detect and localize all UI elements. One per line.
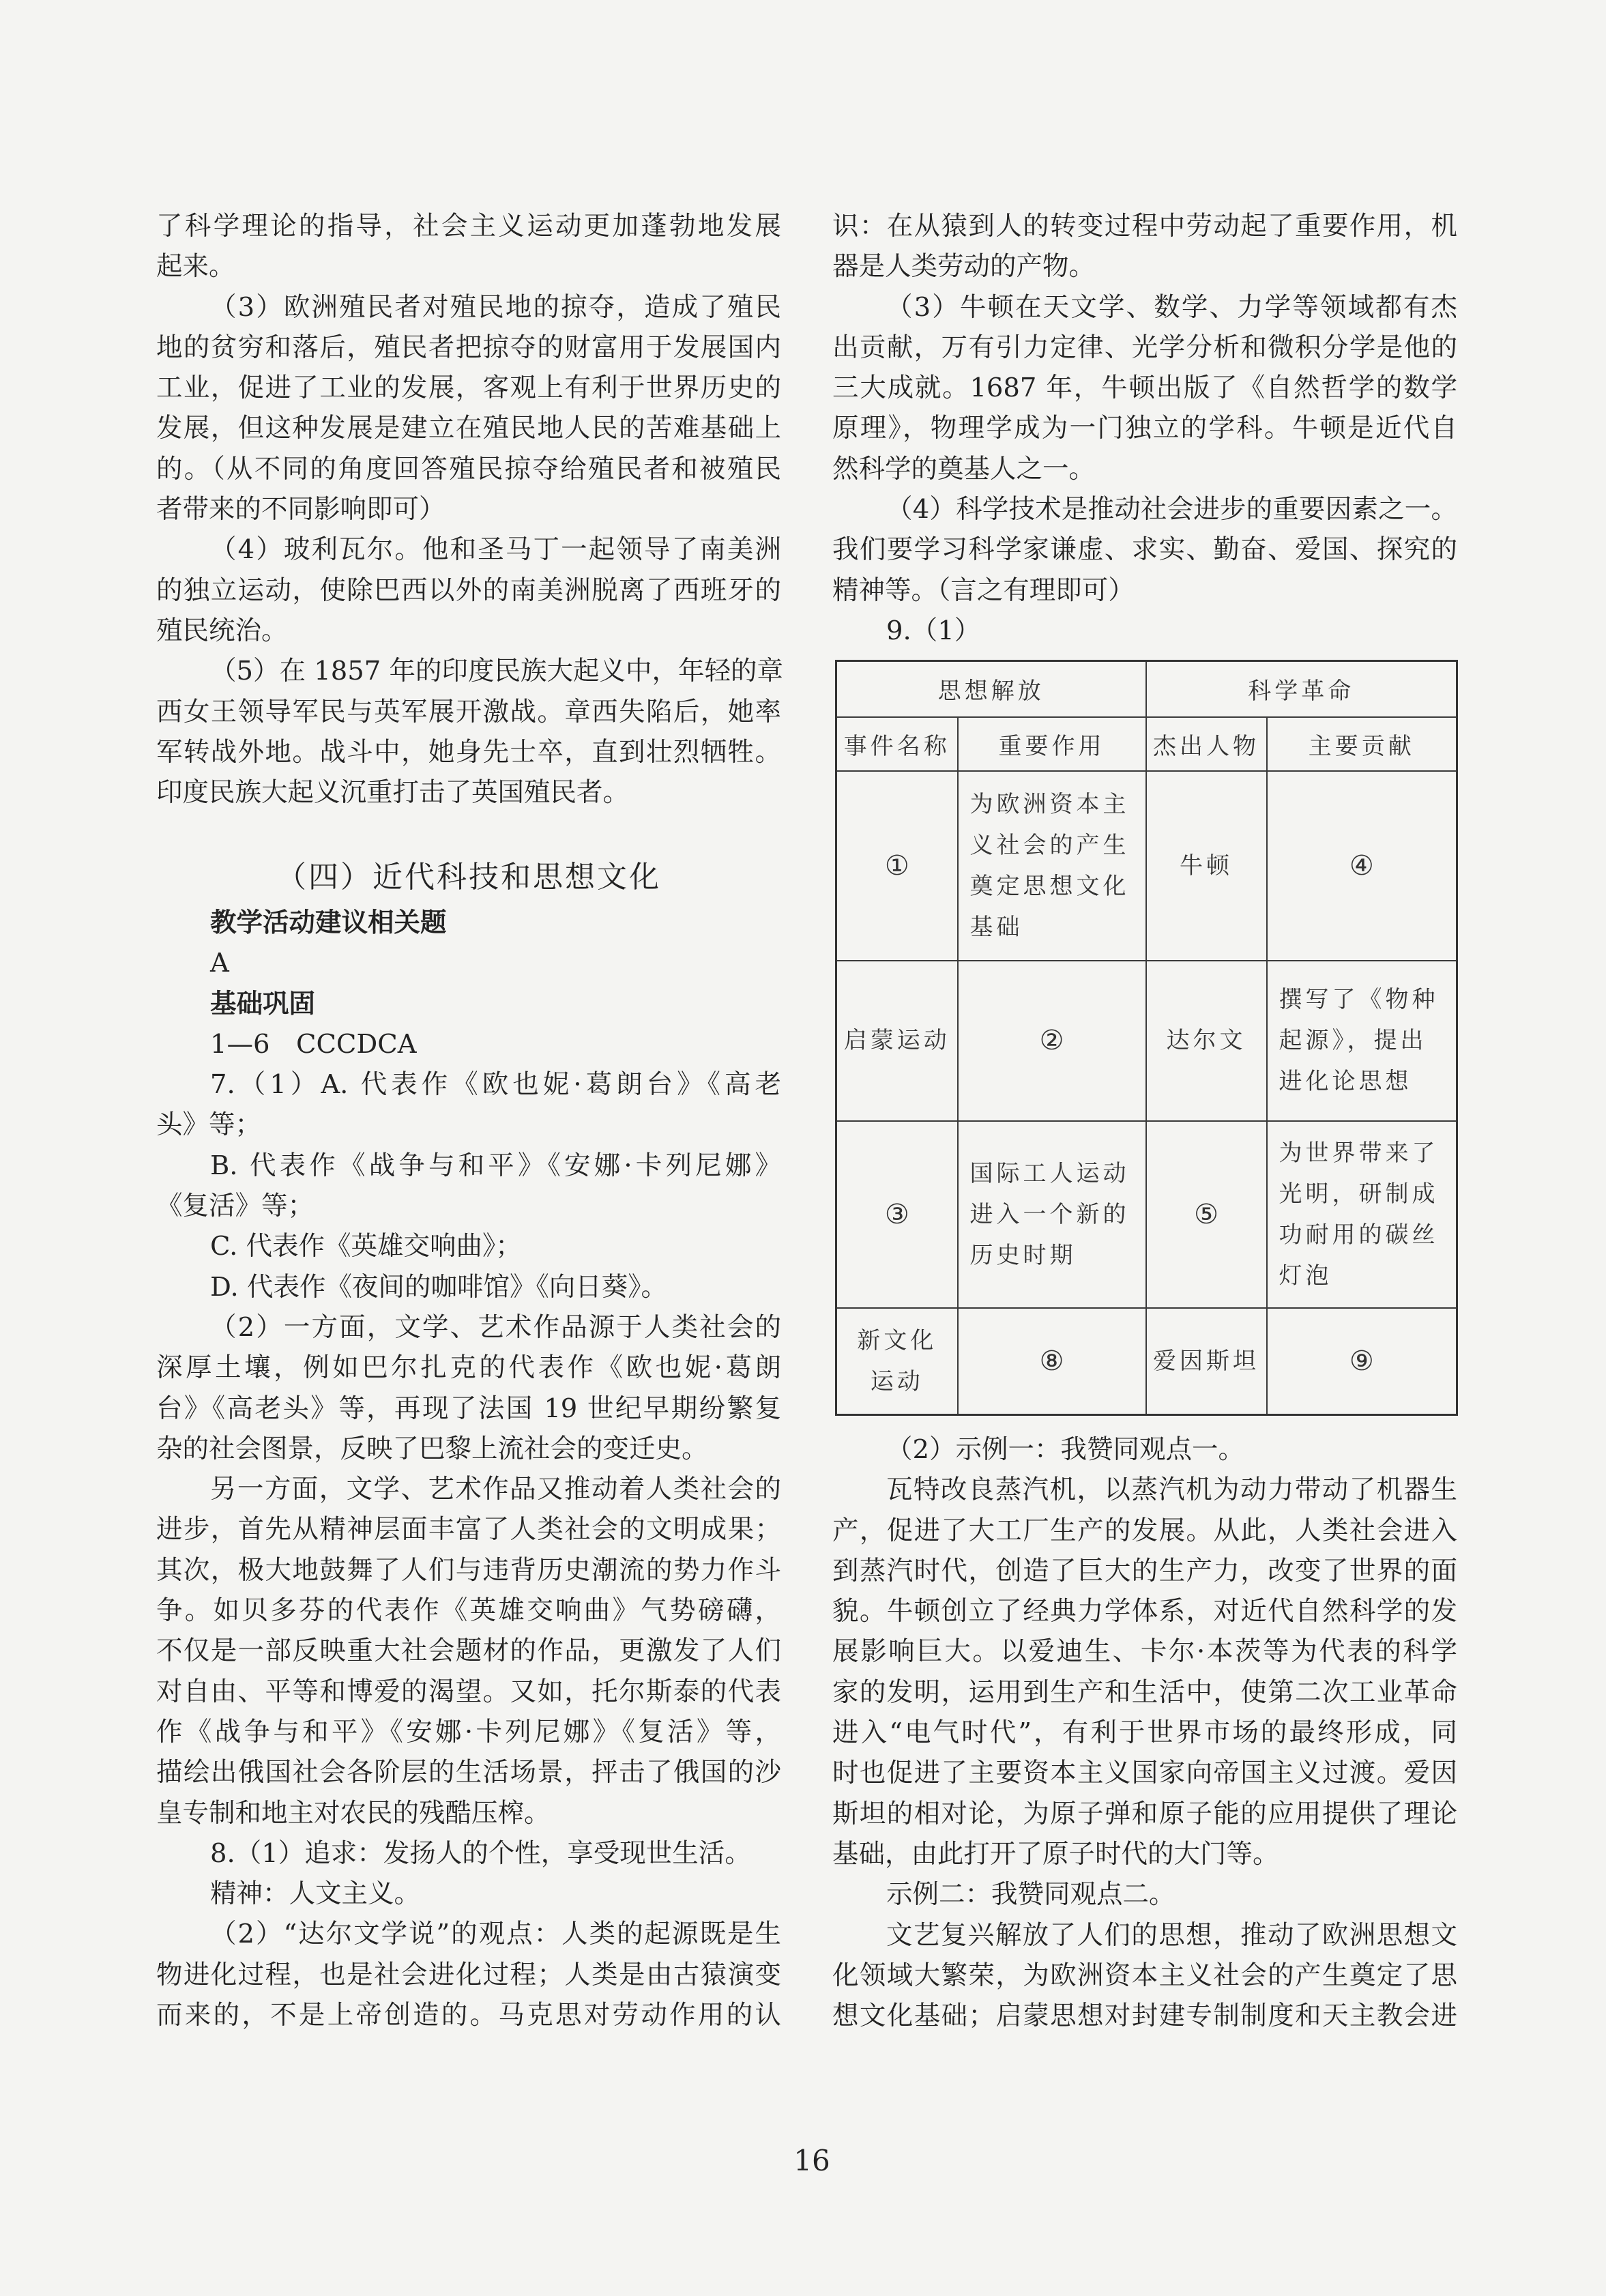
table-row: [836, 1121, 1457, 1308]
cell-line: 国际工人运动: [969, 1159, 1130, 1187]
cell-line: 进化论思想: [1279, 1068, 1412, 1095]
cell-line: 光明，研制成: [1279, 1180, 1439, 1208]
table-cell: [958, 771, 1146, 961]
text-line: 产，促进了大工厂生产的发展。从此，人类社会进入: [832, 1515, 1457, 1546]
table-cell: [958, 1308, 1146, 1415]
text-line: 作《战争与和平》《安娜·卡列尼娜》《复活》等，: [156, 1716, 781, 1747]
text-line: 军转战外地。战斗中，她身先士卒，直到壮烈牺牲。: [156, 736, 781, 768]
cell-line: 义社会的产生: [969, 831, 1130, 859]
text-line: （3）牛顿在天文学、数学、力学等领域都有杰: [886, 291, 1457, 323]
table-row: [836, 771, 1457, 961]
cell-line: 启蒙运动: [843, 1027, 950, 1054]
text-line: 三大成就。1687 年，牛顿出版了《自然哲学的数学: [832, 373, 1457, 404]
text-line: （2）示例一：我赞同观点一。: [886, 1434, 1244, 1465]
text-line: 工业，促进了工业的发展，客观上有利于世界历史的: [156, 373, 781, 404]
table-cell: [836, 1308, 958, 1415]
text-line: （2）“达尔文学说”的观点：人类的起源既是生: [210, 1919, 781, 1950]
table-row: [836, 1308, 1457, 1415]
text-line: D. 代表作《夜间的咖啡馆》《向日葵》。: [210, 1271, 667, 1303]
section-heading: （四）近代科技和思想文化: [276, 860, 661, 895]
text-line: 另一方面，文学、艺术作品又推动着人类社会的: [210, 1474, 781, 1505]
text-line: 地的贫穷和落后，殖民者把掠夺的财富用于发展国内: [156, 332, 781, 363]
text-line: A: [210, 948, 229, 979]
text-line: 头》等；: [156, 1109, 262, 1141]
text-line: 示例二：我赞同观点二。: [886, 1879, 1176, 1910]
table-cell: [836, 1121, 958, 1308]
text-line: 时也促进了主要资本主义国家向帝国主义过渡。爱因: [832, 1758, 1457, 1789]
text-line: （3）欧洲殖民者对殖民地的掠夺，造成了殖民: [210, 291, 781, 323]
text-line: 9.（1）: [886, 615, 981, 646]
table-column-header: 杰出人物: [1146, 717, 1267, 771]
subheading: 教学活动建议相关题: [210, 907, 447, 938]
table-column-header: 事件名称: [836, 717, 958, 771]
text-line: C. 代表作《英雄交响曲》；: [210, 1231, 522, 1262]
text-line: 其次，极大地鼓舞了人们与违背历史潮流的势力作斗: [156, 1554, 781, 1586]
text-line: 精神：人文主义。: [210, 1878, 421, 1910]
text-line: 7.（1）A. 代表作《欧也妮·葛朗台》《高老: [210, 1069, 781, 1101]
table-cell: [1267, 961, 1457, 1121]
text-line: 精神等。（言之有理即可）: [832, 575, 1135, 606]
text-line: 想文化基础；启蒙思想对封建专制制度和天主教会进: [832, 2001, 1457, 2032]
table-cell: [1267, 1121, 1457, 1308]
text-line: 不仅是一部反映重大社会题材的作品，更激发了人们: [156, 1636, 781, 1667]
cell-line: 爱因斯坦: [1153, 1347, 1259, 1375]
blank-marker: ⑧: [1039, 1345, 1064, 1377]
cell-line: 基础: [969, 913, 1023, 941]
text-line: 展影响巨大。以爱迪生、卡尔·本茨等为代表的科学: [832, 1636, 1457, 1668]
text-line: 进入“电气时代”，有利于世界市场的最终形成，同: [832, 1717, 1457, 1749]
answer-table: [835, 660, 1458, 1416]
right-column-bottom: [832, 1429, 1457, 2036]
text-line: 台》《高老头》等，再现了法国 19 世纪早期纷繁复: [156, 1393, 781, 1424]
blank-marker: ⑤: [1194, 1198, 1218, 1230]
text-line: 器是人类劳动的产物。: [832, 251, 1096, 282]
text-line: （2）一方面，文学、艺术作品源于人类社会的: [210, 1311, 781, 1343]
table-group-header: 思想解放: [836, 661, 1146, 717]
text-line: 家的发明，运用到生产和生活中，使第二次工业革命: [832, 1676, 1457, 1708]
cell-line: 功耐用的碳丝: [1279, 1221, 1439, 1249]
blank-marker: ①: [884, 849, 909, 882]
left-column-bottom: [156, 903, 781, 2035]
subheading: 基础巩固: [210, 988, 316, 1019]
table-cell: [1146, 961, 1267, 1121]
table-group-header: 科学革命: [1146, 661, 1457, 717]
text-line: 对自由、平等和博爱的渴望。又如，托尔斯泰的代表: [156, 1676, 781, 1707]
text-line: 的。（从不同的角度回答殖民掠夺给殖民者和被殖民: [156, 453, 781, 484]
text-line: 貌。牛顿创立了经典力学体系，对近代自然科学的发: [832, 1596, 1457, 1627]
cell-line: 牛顿: [1180, 852, 1233, 880]
text-line: 基础，由此打开了原子时代的大门等。: [832, 1838, 1279, 1870]
table-cell: [958, 1121, 1146, 1308]
text-line: 文艺复兴解放了人们的思想，推动了欧洲思想文: [886, 1919, 1457, 1951]
text-line: 杂的社会图景，反映了巴黎上流社会的变迁史。: [156, 1433, 708, 1464]
text-line: 了科学理论的指导，社会主义运动更加蓬勃地发展: [156, 211, 781, 242]
text-line: 深厚土壤，例如巴尔扎克的代表作《欧也妮·葛朗: [156, 1352, 781, 1384]
text-line: 皇专制和地主对农民的残酷压榨。: [156, 1797, 551, 1829]
table-cell: [958, 961, 1146, 1121]
table-cell: [1267, 771, 1457, 961]
text-line: 斯坦的相对论，为原子弹和原子能的应用提供了理论: [832, 1798, 1457, 1829]
text-line: 到蒸汽时代，创造了巨大的生产力，改变了世界的面: [832, 1555, 1457, 1586]
blank-marker: ③: [884, 1198, 909, 1230]
table-cell: [836, 771, 958, 961]
text-line: 进步，首先从精神层面丰富了人类社会的文明成果；: [156, 1514, 781, 1545]
text-line: 物进化过程，也是社会进化过程；人类是由古猿演变: [156, 1959, 781, 1990]
table-group-header-row: [836, 661, 1457, 717]
cell-line: 起源》，提出: [1279, 1027, 1427, 1054]
table-cell: [1146, 1308, 1267, 1415]
text-line: 描绘出俄国社会各阶层的生活场景，抨击了俄国的沙: [156, 1757, 781, 1788]
right-column-top: [832, 206, 1457, 651]
text-line: 的独立运动，使除巴西以外的南美洲脱离了西班牙的: [156, 575, 781, 606]
text-line: 8.（1）追求：发扬人的个性，享受现世生活。: [210, 1837, 751, 1869]
text-line: 瓦特改良蒸汽机，以蒸汽机为动力带动了机器生: [886, 1474, 1457, 1506]
text-line: （4）科学技术是推动社会进步的重要因素之一。: [886, 494, 1457, 525]
text-line: 印度民族大起义沉重打击了英国殖民者。: [156, 777, 630, 809]
cell-line: 为世界带来了: [1279, 1139, 1439, 1167]
cell-line: 进入一个新的: [969, 1200, 1130, 1228]
cell-line: 奠定思想文化: [969, 872, 1130, 900]
text-line: 而来的，不是上帝创造的。马克思对劳动作用的认: [156, 2000, 781, 2031]
blank-marker: ②: [1039, 1025, 1064, 1056]
text-line: 然科学的奠基人之一。: [832, 453, 1096, 484]
table-row: [836, 961, 1457, 1121]
cell-line: 新文化: [857, 1326, 937, 1354]
text-line: 1—6 CCCDCA: [210, 1028, 417, 1060]
table-column-header: 重要作用: [958, 717, 1146, 771]
table-column-header: 主要贡献: [1267, 717, 1457, 771]
cell-line: 运动: [870, 1367, 924, 1395]
blank-marker: ④: [1349, 849, 1374, 882]
text-line: 殖民统治。: [156, 615, 288, 646]
text-line: 者带来的不同影响即可）: [156, 494, 446, 525]
table-cell: [836, 961, 958, 1121]
text-line: 化领域大繁荣，为欧洲资本主义社会的产生奠定了思: [832, 1960, 1457, 1991]
text-line: 西女王领导军民与英军展开激战。章西失陷后，她率: [156, 696, 781, 727]
blank-marker: ⑨: [1349, 1345, 1374, 1377]
table-cell: [1267, 1308, 1457, 1415]
text-line: 发展，但这种发展是建立在殖民地人民的苦难基础上: [156, 413, 781, 444]
text-line: （4）玻利瓦尔。他和圣马丁一起领导了南美洲: [210, 534, 781, 566]
table-header-row: [836, 717, 1457, 771]
table-cell: [1146, 1121, 1267, 1308]
text-line: 起来。: [156, 251, 235, 282]
text-line: 争。如贝多芬的代表作《英雄交响曲》气势磅礴，: [156, 1595, 781, 1627]
text-line: 原理》，物理学成为一门独立的学科。牛顿是近代自: [832, 413, 1457, 444]
text-line: B. 代表作《战争与和平》《安娜·卡列尼娜》: [210, 1150, 781, 1181]
cell-line: 历史时期: [969, 1241, 1077, 1269]
cell-line: 灯泡: [1279, 1262, 1332, 1290]
cell-line: 撰写了《物种: [1279, 986, 1439, 1013]
left-column-top: [156, 206, 781, 813]
text-line: 《复活》等；: [156, 1191, 315, 1222]
text-line: （5）在 1857 年的印度民族大起义中，年轻的章: [210, 656, 783, 687]
table-cell: [1146, 771, 1267, 961]
page-number: 16: [793, 2144, 830, 2177]
cell-line: 达尔文: [1166, 1027, 1246, 1054]
cell-line: 为欧洲资本主: [969, 790, 1130, 818]
text-line: 识：在从猿到人的转变过程中劳动起了重要作用，机: [832, 211, 1457, 242]
text-line: 我们要学习科学家谦虚、求实、勤奋、爱国、探究的: [832, 534, 1457, 566]
text-line: 出贡献，万有引力定律、光学分析和微积分学是他的: [832, 332, 1457, 363]
